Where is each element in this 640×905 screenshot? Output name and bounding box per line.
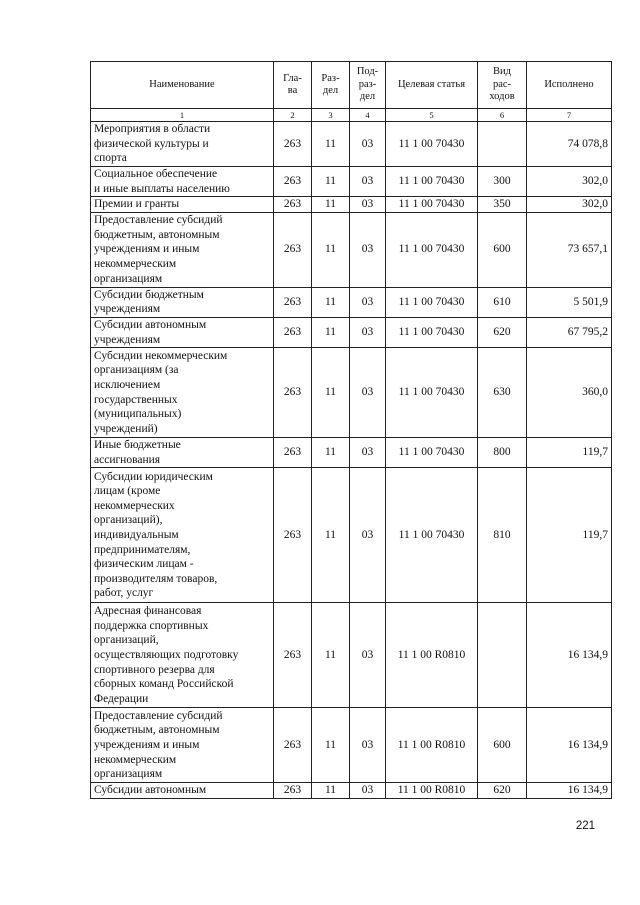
cell-expense-type: 630 <box>478 348 527 438</box>
cell-subsection: 03 <box>350 468 386 603</box>
cell-executed: 16 134,9 <box>527 603 612 708</box>
header-section: Раз- дел <box>312 62 350 109</box>
cell-subsection: 03 <box>350 348 386 438</box>
cell-target-article: 11 1 00 70430 <box>386 122 478 167</box>
cell-executed: 16 134,9 <box>527 708 612 783</box>
table-row <box>91 438 612 468</box>
cell-section: 11 <box>312 317 350 347</box>
cell-executed: 119,7 <box>527 468 612 603</box>
header-subsection: Под- раз- дел <box>350 62 386 109</box>
cell-executed: 119,7 <box>527 438 612 468</box>
cell-subsection: 03 <box>350 122 386 167</box>
table-row <box>91 122 612 167</box>
column-number-row <box>91 109 612 122</box>
column-number: 1 <box>91 109 274 122</box>
cell-section: 11 <box>312 348 350 438</box>
cell-name: Субсидии бюджетным учреждениям <box>91 287 274 317</box>
table-row <box>91 197 612 213</box>
cell-executed: 16 134,9 <box>527 783 612 799</box>
cell-section: 11 <box>312 197 350 213</box>
cell-executed: 360,0 <box>527 348 612 438</box>
cell-name: Иные бюджетные ассигнования <box>91 438 274 468</box>
cell-subsection: 03 <box>350 783 386 799</box>
cell-name: Адресная финансовая поддержка спортивных организаций, осуществляющих подготовку спортивного резерва для сборных команд Российской Федерации <box>91 603 274 708</box>
cell-chapter: 263 <box>274 783 312 799</box>
cell-subsection: 03 <box>350 317 386 347</box>
table-row <box>91 317 612 347</box>
cell-section: 11 <box>312 468 350 603</box>
cell-expense-type: 620 <box>478 317 527 347</box>
cell-chapter: 263 <box>274 197 312 213</box>
cell-subsection: 03 <box>350 708 386 783</box>
cell-chapter: 263 <box>274 212 312 287</box>
cell-subsection: 03 <box>350 197 386 213</box>
cell-name: Мероприятия в области физической культуры и спорта <box>91 122 274 167</box>
cell-target-article: 11 1 00 70430 <box>386 438 478 468</box>
cell-chapter: 263 <box>274 167 312 197</box>
budget-table <box>90 61 612 799</box>
cell-subsection: 03 <box>350 167 386 197</box>
cell-section: 11 <box>312 287 350 317</box>
cell-expense-type: 610 <box>478 287 527 317</box>
table-row <box>91 468 612 603</box>
cell-section: 11 <box>312 167 350 197</box>
table-row <box>91 348 612 438</box>
cell-chapter: 263 <box>274 348 312 438</box>
cell-expense-type: 620 <box>478 783 527 799</box>
cell-chapter: 263 <box>274 287 312 317</box>
table-row <box>91 212 612 287</box>
cell-executed: 73 657,1 <box>527 212 612 287</box>
column-number: 6 <box>478 109 527 122</box>
header-executed: Исполнено <box>527 62 612 109</box>
cell-target-article: 11 1 00 70430 <box>386 212 478 287</box>
cell-expense-type <box>478 122 527 167</box>
cell-chapter: 263 <box>274 122 312 167</box>
cell-name: Субсидии юридическим лицам (кроме некоммерческих организаций), индивидуальным предпринимателям, физическим лицам - производителям товаров, работ, услуг <box>91 468 274 603</box>
cell-subsection: 03 <box>350 438 386 468</box>
cell-name: Субсидии автономным <box>91 783 274 799</box>
cell-subsection: 03 <box>350 287 386 317</box>
column-number: 5 <box>386 109 478 122</box>
cell-expense-type <box>478 603 527 708</box>
cell-expense-type: 600 <box>478 212 527 287</box>
cell-name: Предоставление субсидий бюджетным, автономным учреждениям и иным некоммерческим организациям <box>91 212 274 287</box>
cell-executed: 5 501,9 <box>527 287 612 317</box>
table-row <box>91 603 612 708</box>
cell-chapter: 263 <box>274 317 312 347</box>
cell-subsection: 03 <box>350 603 386 708</box>
cell-executed: 302,0 <box>527 197 612 213</box>
cell-expense-type: 350 <box>478 197 527 213</box>
header-expense-type: Вид рас- ходов <box>478 62 527 109</box>
cell-executed: 302,0 <box>527 167 612 197</box>
cell-target-article: 11 1 00 R0810 <box>386 603 478 708</box>
cell-executed: 67 795,2 <box>527 317 612 347</box>
cell-expense-type: 800 <box>478 438 527 468</box>
header-target-article: Целевая статья <box>386 62 478 109</box>
cell-target-article: 11 1 00 70430 <box>386 167 478 197</box>
cell-section: 11 <box>312 603 350 708</box>
cell-name: Социальное обеспечение и иные выплаты населению <box>91 167 274 197</box>
table-row <box>91 167 612 197</box>
cell-target-article: 11 1 00 R0810 <box>386 708 478 783</box>
cell-target-article: 11 1 00 70430 <box>386 468 478 603</box>
cell-chapter: 263 <box>274 603 312 708</box>
table-row <box>91 783 612 799</box>
cell-name: Предоставление субсидий бюджетным, автономным учреждениям и иным некоммерческим организациям <box>91 708 274 783</box>
column-number: 7 <box>527 109 612 122</box>
cell-name: Субсидии автономным учреждениям <box>91 317 274 347</box>
column-number: 3 <box>312 109 350 122</box>
cell-target-article: 11 1 00 70430 <box>386 197 478 213</box>
header-name: Наименование <box>91 62 274 109</box>
cell-executed: 74 078,8 <box>527 122 612 167</box>
cell-target-article: 11 1 00 70430 <box>386 287 478 317</box>
cell-target-article: 11 1 00 R0810 <box>386 783 478 799</box>
cell-target-article: 11 1 00 70430 <box>386 317 478 347</box>
page-number: 221 <box>575 820 595 832</box>
cell-target-article: 11 1 00 70430 <box>386 348 478 438</box>
cell-section: 11 <box>312 122 350 167</box>
cell-subsection: 03 <box>350 212 386 287</box>
cell-section: 11 <box>312 212 350 287</box>
cell-expense-type: 600 <box>478 708 527 783</box>
cell-section: 11 <box>312 783 350 799</box>
table-row <box>91 708 612 783</box>
cell-section: 11 <box>312 708 350 783</box>
cell-expense-type: 300 <box>478 167 527 197</box>
cell-expense-type: 810 <box>478 468 527 603</box>
cell-name: Субсидии некоммерческим организациям (за исключением государственных (муниципальных) учреждений) <box>91 348 274 438</box>
cell-chapter: 263 <box>274 708 312 783</box>
cell-chapter: 263 <box>274 438 312 468</box>
table-row <box>91 287 612 317</box>
column-number: 4 <box>350 109 386 122</box>
cell-chapter: 263 <box>274 468 312 603</box>
table-body <box>91 122 612 799</box>
header-chapter: Гла- ва <box>274 62 312 109</box>
column-number: 2 <box>274 109 312 122</box>
header-row <box>91 62 612 109</box>
cell-name: Премии и гранты <box>91 197 274 213</box>
cell-section: 11 <box>312 438 350 468</box>
